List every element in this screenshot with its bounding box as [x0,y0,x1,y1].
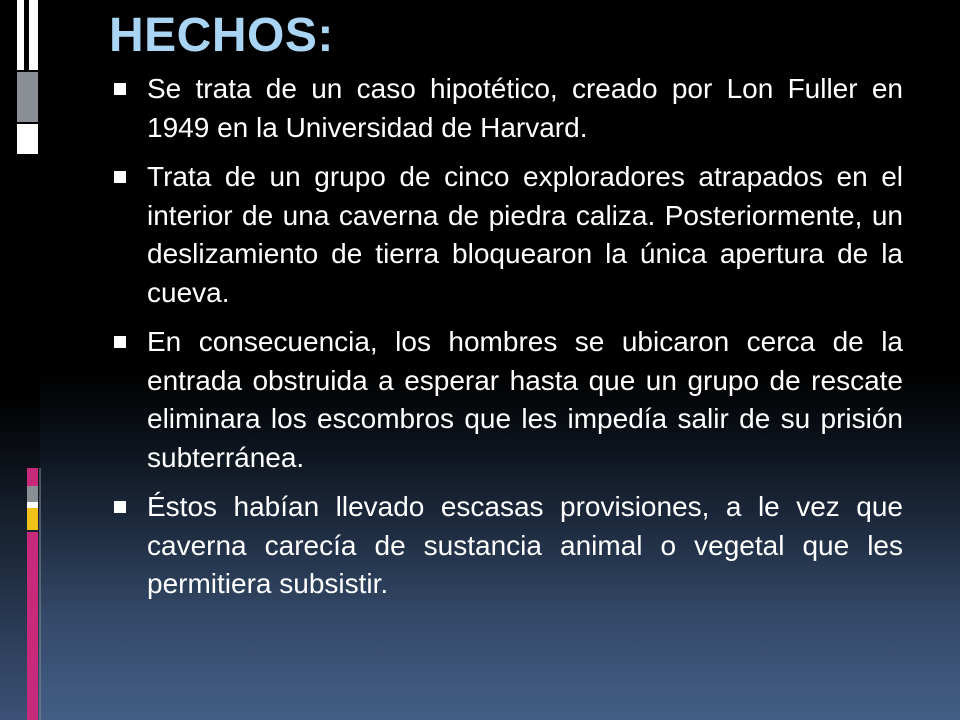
deco-white-bar-mid-2 [24,58,29,70]
square-bullet-icon [114,336,126,348]
deco-gray-bar [17,72,38,122]
bullet-item [110,70,903,147]
deco-line-right-of-bars [39,468,41,720]
bullet-item [110,488,903,604]
bullet-item [110,158,903,312]
bullet-text: En consecuencia, los hombres se ubicaron cerca de la entrada obstruida a esperar hasta que un grupo de rescate eliminara los escombros que les impedía salir de su prisión subterránea. [147,326,903,473]
square-bullet-icon [114,501,126,513]
square-bullet-icon [114,171,126,183]
deco-magenta-bar-2 [27,532,38,720]
deco-gray-bar-2 [27,486,38,502]
deco-white-bar-mid [17,124,38,154]
deco-magenta-bar-1 [27,468,38,486]
bullet-text: Se trata de un caso hipotético, creado por Lon Fuller en 1949 en la Universidad de Harvard. [147,73,903,143]
bullet-text: Éstos habían llevado escasas provisiones, a le vez que caverna carecía de sustancia animal o vegetal que les permitiera subsistir. [147,491,903,599]
bullet-list [110,70,903,615]
deco-yellow-bar [27,508,38,530]
square-bullet-icon [114,83,126,95]
bullet-item [110,323,903,477]
deco-white-bar-top [17,0,24,70]
deco-white-bar-top-2 [29,0,38,70]
slide-title: HECHOS: [109,9,334,62]
bullet-text: Trata de un grupo de cinco exploradores atrapados en el interior de una caverna de piedra caliza. Posteriormente, un deslizamiento de tierra bloquearon la única apertura de la cueva. [147,161,903,308]
